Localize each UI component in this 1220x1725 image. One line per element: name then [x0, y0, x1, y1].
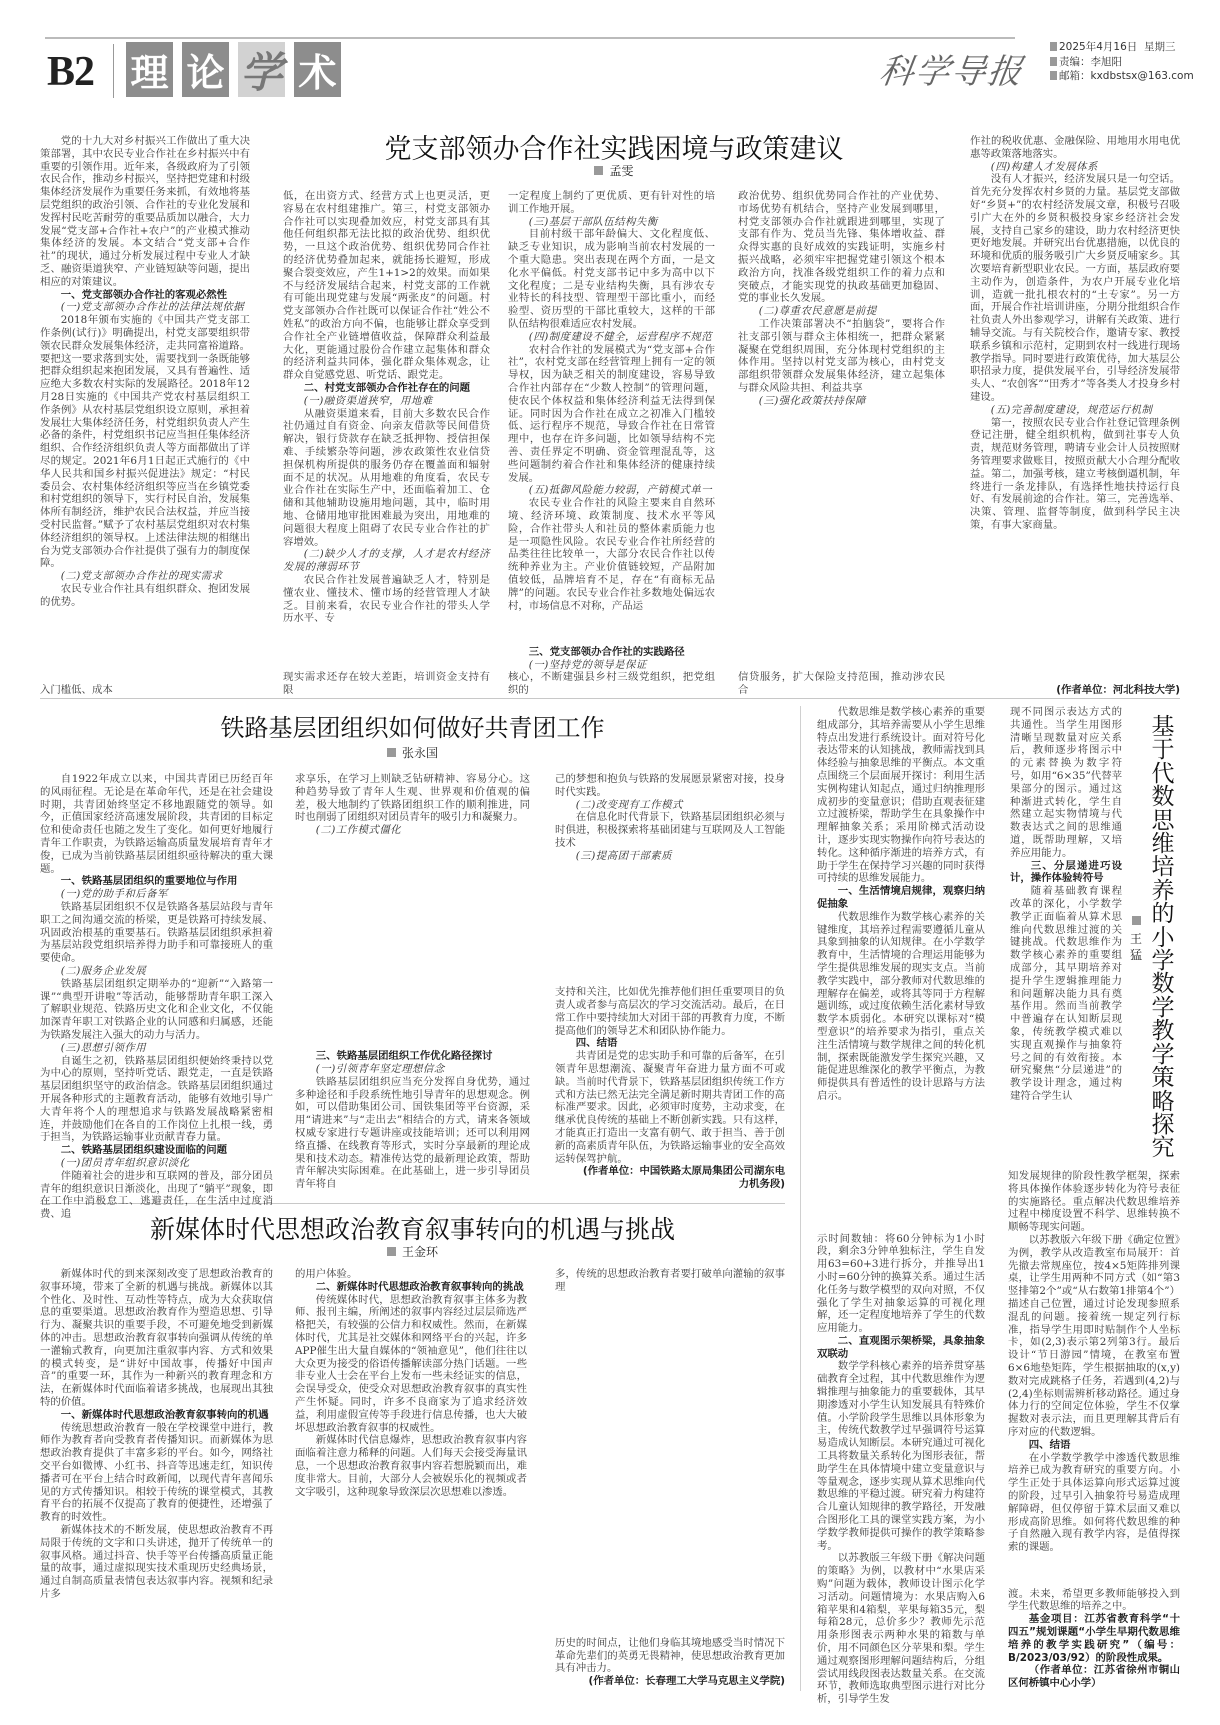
author-affiliation: （作者单位：江苏省徐州市铜山区何桥镇中心小学）: [1008, 1664, 1180, 1690]
section-title-char-1: 理: [126, 42, 173, 97]
paragraph: 己的梦想和抱负与铁路的发展愿景紧密对接，投身时代实践。: [555, 773, 785, 798]
square-bullet-icon: [594, 166, 603, 175]
subsection-heading: (一)坚持党的领导是保证: [528, 658, 647, 671]
paragraph: 共青团是党的忠实助手和可靠的后备军，在引领青年思想潮流、凝聚青年奋进力量方面不可或缺。当前时代背景下，铁路基层团组织传统工作方式和方法已然无法完全满足新时期共青团工作的高标准严要求。因此，必须审时度势，主动求变，在继承优良传统的基础上不断创新实践。只有这样，才能真正打造出一支富有朝气、敢于担当、善于创新的高素质青年队伍，为铁路运输事业的安全高效运转保驾护航。: [555, 1050, 785, 1165]
column-head: [555, 1268, 785, 1294]
square-bullet-icon: [387, 748, 396, 757]
column-foot: [508, 646, 715, 697]
square-bullet-icon: [1050, 42, 1057, 51]
article-column: [970, 135, 1180, 697]
subsection-heading: (一)党的助手和后备军: [60, 888, 168, 901]
column-head: [40, 773, 273, 1221]
section-heading: 一、党支部领办合作社的客观必然性: [60, 288, 228, 301]
masthead-info: [1050, 40, 1194, 84]
article-column: [283, 190, 490, 697]
article-author: 王猛: [1129, 932, 1142, 962]
article-title: 新媒体时代思想政治教育叙事转向的机遇与挑战: [149, 1215, 675, 1244]
subsection-heading: (五)抵御风险能力较弱，产销模式单一: [528, 484, 713, 497]
subsection-heading: (三)基层干部队伍结构失衡: [528, 215, 658, 228]
article-title: 党支部领办合作社实践困境与政策建议: [384, 134, 844, 165]
column-head: [283, 190, 490, 625]
column-foot: [555, 986, 785, 1191]
section-title-char-2: 论: [182, 42, 229, 97]
article-title: 铁路基层团组织如何做好共青团工作: [220, 714, 605, 742]
paragraph: 知发展规律的阶段性教学框架，探索将具体操作体验逐步转化为符号表征的实施路径。重点解决代数思维培养过程中梯度设置不科学、思维转换不顺畅等现实问题。: [1008, 1170, 1180, 1234]
column-head: [40, 1268, 273, 1601]
subsection-heading: (二)尊重农民意愿是前提: [758, 305, 877, 318]
paragraph: 铁路基层团组织不仅是铁路各基层站段与青年职工之间沟通交流的桥梁，更是铁路可持续发展、巩固政治根基的重要基石。铁路基层团组织承担着为基层站段党组织培养得力助手和可靠接班人的重要使命。: [40, 900, 273, 965]
column-head: [970, 135, 1180, 532]
paragraph: 求享乐，在学习上则缺乏钻研精神、容易分心。这种趋势导致了青年人生观、世界观和价值观的偏差，极大地制约了铁路团组织工作的顺利推进，同时也削弱了团组织对团员青年的吸引力和凝聚力。: [295, 773, 530, 824]
paragraph: 在小学数学教学中渗透代数思维培养已成为教育研究的重要方向。小学生正处于具体运算向形式运算过渡的阶段，过早引入抽象符号易造成理解障碍，但仅停留于算术层面又难以形成高阶思维。如何将代数思维的种子自然融入现有教学内容，是值得探索的课题。: [1008, 1451, 1180, 1554]
article-author: 王金环: [401, 1245, 438, 1259]
column-head: [1008, 1170, 1180, 1554]
paragraph: 没有人才振兴，经济发展只是一句空话。首先充分发挥农村乡贤的力量。基层党支部做好“乡贤+”的农村经济发展文章，积极号召吸引广大在外的乡贤积极投身家乡经济社会发展，支持自己家乡的建设，助力农村经济更快更好地发展。并研究出台优惠措施，以优良的环境和优质的服务吸引广大乡贤反哺家乡。其次要培育新型职业农民。一方面，基层政府要主动作为，创造条件，为农户开展专业化培训，造就一批扎根农村的“土专家”。另一方面，开展合作社培训讲座，分期分批组织合作社负责人外出参观学习，讲解有关政策、进行辅导交流。与有关院校合作，邀请专家、教授联系乡镇和示范村，定期到农村一线进行现场教学指导。同时要进行政策优待，加大基层公职招录力度，提供发展平台，引导经济发展带头人、“农创客”“田秀才”等各类人才投身乡村建设。: [970, 173, 1180, 403]
square-bullet-icon: [387, 1247, 396, 1256]
paragraph: 农民合作社发展普遍缺乏人才，特别是懂农业、懂技术、懂市场的经营管理人才缺乏。目前来看，农民专业合作社的带头人学历水平、专: [283, 573, 490, 625]
column-head: [555, 773, 785, 863]
paragraph: 现不同图示表达方式的共通性。当学生用图形清晰呈现数量对应关系后，教师逐步将图示中的元素替换为数字符号，如用“6×35”代替苹果部分的图示。通过这种渐进式转化，学生自然建立起实物情境与代数表达式之间的思维通道，既帮助理解，又培养应用能力。: [1010, 706, 1122, 859]
article-column: [40, 1268, 273, 1688]
paragraph: 信贷服务，扩大保险支持范围，推动涉农民合: [738, 671, 945, 697]
paragraph: 渡。未来，希望更多教师能够投入到学生代数思维的培养之中。: [1008, 1587, 1180, 1613]
section-heading: 三、铁路基层团组织工作优化路径探讨: [315, 1050, 493, 1063]
subsection-heading: (三)强化政策扶持保障: [758, 394, 866, 407]
author-affiliation: (作者单位：河北科技大学): [1056, 684, 1180, 697]
section-divider: [113, 44, 114, 98]
section-heading: 四、结语: [575, 1037, 618, 1050]
article-byline: [283, 162, 945, 179]
subsection-heading: (二)改变现有工作模式: [575, 798, 683, 811]
article-byline: [40, 744, 785, 761]
column-divider: [800, 706, 801, 1691]
paragraph: 伴随着社会的进步和互联网的普及，部分团员青年的组织意识日渐淡化，出现了“躺平”现象，即在工作中消极怠工、逃避责任，在生活中过度消费、追: [40, 1169, 273, 1221]
paragraph: 随着基础教育课程改革的深化，小学数学教学正面临着从算术思维向代数思维过渡的关键挑战。代数思维作为数学核心素养的重要组成部分，其早期培养对提升学生逻辑推理能力和问题解决能力具有奠基作用。然而当前教学中普遍存在认知断层现象，传统教学模式难以实现直观操作与抽象符号之间的有效衔接。本研究聚焦“分层递进”的教学设计理念，通过构建符合学生认: [1010, 885, 1122, 1102]
subsection-heading: (二)工作模式僵化: [315, 824, 402, 837]
section-heading: 二、直观图示架桥梁，具象抽象双联动: [817, 1334, 985, 1360]
section-title-char-4: 术: [294, 42, 341, 97]
subsection-heading: (一)党支部领办合作社的法律法规依据: [60, 301, 245, 314]
paragraph: 工作决策部署决不“拍脑袋”，要将合作社支部引领与群众主体相统一，把群众紧紧凝聚在党组织周围，充分体现村党组织的主体作用。坚持以村党支部为核心，由村党支部组织带领群众发展集体经济，建立起集体与群众风险共担、利益共享: [738, 317, 945, 394]
paragraph: 新媒体技术的不断发展，使思想政治教育不再局限于传统的文字和口头讲述，抛开了传统单一的叙事风格。通过抖音、快手等平台传播高质量正能量的故事，通过虚拟现实技术重现历史经典场景，通过自制高质量表情包表达叙事内容。视频和纪录片多: [40, 1523, 273, 1600]
editor: 责编：李旭阳: [1059, 55, 1122, 68]
issue-weekday: 星期三: [1143, 41, 1176, 53]
subsection-heading: (四)构建人才发展体系: [990, 160, 1098, 173]
author-affiliation: (作者单位：长春理工大学马克思主义学院): [588, 1675, 785, 1688]
subsection-heading: (三)提高团干部素质: [575, 849, 673, 862]
article-byline: [40, 1243, 785, 1260]
article-divider: [40, 698, 1180, 699]
subsection-heading: (五)完善制度建设，规范运行机制: [990, 403, 1153, 416]
paragraph: 政治优势、组织优势同合作社的产业优势、市场优势有机结合，坚持产业发展到哪里，村党支部领办合作社就跟进到哪里，实现了支部有作为、党员当先锋、集体增收益、群众得实惠的良好成效的实践证明，实施乡村振兴战略，必须牢牢把握党建引领这个根本政治方向，找准各级党组织工作的着力点和突破点，才能实现党的执政基础更加稳固、党的事业长久发展。: [738, 190, 945, 305]
paragraph: 作社的税收优惠、金融保险、用地用水用电优惠等政策落地落实。: [970, 135, 1180, 160]
paragraph: 铁路基层团组织应当充分发挥自身优势，通过多种途径和手段系统性地引导青年的思想观念。例如，可以借助集团公司、国铁集团等平台资源，采用“请进来”与“走出去”相结合的方式，请来各领域权威专家进行专题讲座或技能培训；还可以利用网络直播、在线教育等形式，实时分享最新的理论成果和技术动态。精准传达党的最新理论政策，帮助青年解决实际困难。在此基础上，进一步引导团员青年将自: [295, 1075, 530, 1191]
subsection-heading: (二)党支部领办合作社的现实需求: [60, 570, 223, 583]
column-foot: [295, 1050, 530, 1191]
header-rule: [45, 37, 1015, 39]
column-head: [817, 706, 985, 1103]
article-column: [40, 135, 250, 697]
article-column: [508, 190, 715, 697]
column-head: [738, 190, 945, 408]
paragraph: 铁路基层团组织定期举办的“迎新”“入路第一课”“典型开讲啦”等活动，能够帮助青年职工深入了解职业规范、铁路历史文化和企业文化，不仅能加深青年职工对铁路企业的认同感和归属感，还能为铁路发展注入强大的动力与活力。: [40, 977, 273, 1041]
paragraph: 数学学科核心素养的培养贯穿基础教育全过程，其中代数思维作为逻辑推理与抽象能力的重要载体，其早期渗透对小学生认知发展具有特殊价值。小学阶段学生思维以具体形象为主，传统代数教学过早强调符号运算易造成认知断层。本研究通过可视化工具将数量关系转化为图形表征，帮助学生在具体情境中建立变量意识与等量观念，逐步实现从算术思维向代数思维的平稳过渡。研究着力构建符合儿童认知规律的教学路径，开发融合图形化工具的课堂实践方案，为小学数学教师提供可操作的教学策略参考。: [817, 1360, 985, 1552]
section-title-char-3: 学: [238, 42, 285, 97]
paragraph: 代数思维是数学核心素养的重要组成部分，其培养需要从小学生思维特点出发进行系统设计。面对符号化表达带来的认知挑战，教师需找到具体经验与抽象思维的平衡点。本文重点围绕三个层面展开探讨：利用生活实例构建认知起点，通过归纳推理形成初步的变量意识；借助直观表征建立过渡桥梁，帮助学生在具象操作中理解抽象关系；采用阶梯式活动设计，逐步实现实物操作向符号表达的转化。这种循序渐进的培养方式，有助于学生在保持学习兴趣的同时获得可持续的思维发展能力。: [817, 706, 985, 885]
paragraph: 从融资渠道来看，目前大多数农民合作社仍通过自有资金、向亲友借款等民间借贷解决，银行贷款存在缺乏抵押物、授信担保难、手续繁杂等问题，涉农政策性农业信贷担保机构所提供的服务仍存在覆盖面和辐射面不足的状况。从用地难的角度看，农民专业合作社在实际生产中，还面临着加工、仓储和其他辅助设施用地问题，其中，临时用地、仓储用地审批困难最为突出，用地难的问题很大程度上阻碍了农民专业合作社的扩容增效。: [283, 407, 490, 548]
subsection-heading: (二)服务企业发展: [60, 964, 147, 977]
paragraph: 2018年颁布实施的《中国共产党支部工作条例(试行)》明确提出，村党支部要组织带领农民群众发展集体经济，走共同富裕道路。要把这一要求落到实处，需要找到一条既能够把群众组织起来抱团发展，又具有普遍性、适应绝大多数农村实际的发展路径。2018年12月28日实施的《中国共产党农村基层组织工作条例》从农村基层党组织设立原则，承担着发展壮大集体经济任务，村党组织负责人产生必备的条件，村党组织书记应当担任集体经济组织、合作经济组织负责人等方面都做出了详尽的规定。2021年6月1日起正式施行的《中华人民共和国乡村振兴促进法》规定：“村民委员会、农村集体经济组织等应当在乡镇党委和村党组织的领导下，实行村民自治，发展集体所有制经济，维护农民合法权益，并应当接受村民监督。”赋予了农村基层党组织对农村集体经济组织的领导权。上述法律法规的相继出台为党支部领办合作社提供了强有力的制度保障。: [40, 314, 250, 570]
paragraph: 农民专业合作社的风险主要来自自然环境、经济环境、政策制度、技术水平等风险，合作社带头人和社员的整体素质能力也是一项隐性风险。农民专业合作社所经营的品类往往比较单一，大部分农民合作社以传统种养业为主。产业价值链较短，产品附加值较低，品牌培育不足，存在“有商标无品牌”的问题。农民专业合作社多数地处偏远农村，市场信息不对称，产品运: [508, 497, 715, 612]
article-column: [738, 190, 945, 697]
paragraph: 以苏教版六年级下册《确定位置》为例，教学从改造教室布局展开：首先撤去常规座位，按4×5矩阵排列课桌，让学生用两种不同方式（如“第3竖排第2个”或“从右数第1排第4个”）描述自己位置，通过讨论发现参照系混乱的问题。接着统一规定列行标准，指导学生用即时贴制作个人坐标卡，如(2,3)表示第2列第3行。最后设计“节日游园”情境，在教室布置6×6地垫矩阵，学生根据抽取的(x,y)数对完成跳格子任务，若遇到(4,2)与(2,4)坐标则需辨析移动路径。通过身体力行的空间定位体验，学生不仅掌握数对表示法，而且更理解其背后有序对应的代数逻辑。: [1008, 1233, 1180, 1438]
section-heading: 一、生活情境启规律，观察归纳促抽象: [817, 885, 985, 910]
article-column: [40, 773, 273, 1221]
paragraph: 党的十九大对乡村振兴工作做出了重大决策部署，其中农民专业合作社在乡村振兴中有重要的引领作用。近年来，各级政府为了引领农民合作，推动乡村振兴，坚持把党建和村级集体经济发展作为重要任务来抓，有效地将基层党组织的政治引领、合作社的专业化发展和发挥村民吃苦耐劳的重要品质加以融合，大力发展“党支部+合作社+农户”的产业模式推动集体经济的发展。本文结合“党支部+合作社”的现状，通过分析发展过程中专业人才缺乏、融资渠道狭窄、产业链短缺等问题，提出相应的对策建议。: [40, 135, 250, 288]
paragraph: 示时间数轴：将60分钟标为1小时段，剩余3分钟单独标注，学生自发用63=60+3进行拆分，并推导出1小时=60分钟的换算关系。通过生活化任务与数学模型的双向对照，不仅强化了学生对抽象运算的可视化理解，还一定程度地培养了学生的代数应用能力。: [817, 1232, 985, 1335]
column-head: [295, 1268, 527, 1498]
subsection-heading: (一)引领青年坚定理想信念: [315, 1063, 445, 1076]
issue-date-line: [1050, 40, 1194, 55]
section-heading: 一、铁路基层团组织的重要地位与作用: [60, 875, 238, 888]
subsection-heading: (二)缺少人才的支撑，人才是农村经济发展的薄弱环节: [283, 548, 490, 574]
article-column: [295, 1268, 527, 1688]
email-line: [1050, 69, 1194, 84]
article-title-vertical: 基于代数思维培养的小学数学教学策略探究: [1151, 714, 1175, 1162]
square-bullet-icon: [1132, 916, 1141, 925]
paragraph: 代数思维作为数学核心素养的关键维度，其培养过程需要遵循儿童从具象到抽象的认知规律。在小学数学教育中，生活情境的合理运用能够为学生提供思维发展的现实支点。当前教学实践中，部分教师对代数思维的理解存在偏差，或将其等同于方程解题训练，或过度依赖生活化素材导致数学本质弱化。本研究以课标对“模型意识”的培养要求为指引，重点关注生活情境与数学规律之间的转化机制，探索既能激发学生探究兴趣，又能促进思维深化的教学平衡点，为教师提供具有普适性的设计思路与方法启示。: [817, 910, 985, 1102]
column-head: [40, 135, 250, 608]
paragraph: 目前村级干部年龄偏大、文化程度低、缺乏专业知识，成为影响当前农村发展的一个重大隐患。突出表现在两个方面，一是文化水平偏低。村党支部书记中多为高中以下文化程度；二是专业结构失衡，具有涉农专业特长的科技型、管理型干部比重小，而经验型、资历型的干部比重较大，这样的干部队伍结构很难适应农村发展。: [508, 228, 715, 330]
article-column: [1010, 706, 1122, 1168]
section-heading: 二、铁路基层团组织建设面临的问题: [60, 1144, 228, 1157]
paragraph: 自诞生之初，铁路基层团组织便始终秉持以党为中心的原则，坚持听党话、跟党走，一直是铁路基层团组织坚守的政治信念。铁路基层团组织通过开展各种形式的主题教育活动，能够有效地引导广大青年将个人的理想追求与铁路发展战略紧密相连，并鼓励他们在各自的工作岗位上扎根一线，勇于担当，为铁路运输事业贡献青春力量。: [40, 1054, 273, 1144]
paragraph: 农村合作社的发展模式为“党支部+合作社”，农村党支部在经营管理上拥有一定的领导权，因为缺乏相关的制度建设，容易导致合作社内部存在“少数人控制”的管理问题，使农民个体权益和集体经济利益无法得到保证。同时因为合作社在成立之初准入门槛较低、运行程序不规范，导致合作社在日常管理中，也存在许多问题，比如领导结构不完善、责任界定不明确、资金管理混乱等，这些问题制约着合作社和集体经济的健康持续发展。: [508, 343, 715, 484]
paragraph: 低，在出资方式、经营方式上也更灵活，更容易在农村组建推广。第三，村党支部领办合作社可以实现叠加效应，村党支部具有其他任何组织都无法比拟的政治优势、组织优势，一旦这个政治优势、组织优势同合作社的经济优势叠加起来，就能扬长避短，形成聚合裂变效应，产生1+1>2的效果。而如果不与经济发展结合起来，村党支部的工作就有可能出现党建与发展“两张皮”的问题。村党支部领办合作社既可以保证合作社“姓公不姓私”的政治方向不偏，也能够让群众享受到合作社全产业链增值收益，保障群众利益最大化，更能通过股份合作建立起集体和群众的经济利益共同体，强化群众集体观念，让群众自觉感党恩、听党话、跟党走。: [283, 190, 490, 382]
subsection-heading: (一)团员青年组织意识淡化: [60, 1156, 190, 1169]
column-foot: [970, 684, 1180, 697]
paragraph: 入门槛低、成本: [40, 684, 113, 697]
section-heading: 一、新媒体时代思想政治教育叙事转向的机遇: [60, 1408, 269, 1421]
paragraph: 以苏教版三年级下册《解决问题的策略》为例，以教材中“水果店采购”问题为载体，教师设计图示化学习活动。问题情境为：水果店购入6箱苹果和4箱梨，苹果每箱35元，梨每箱28元，总价多少？教师先示范用条形图表示两种水果的箱数与单价，用不同颜色区分苹果和梨。学生通过观察图形理解问题结构后，分组尝试用线段图表达数量关系。在交流环节，教师选取典型图示进行对比分析，引导学生发: [817, 1552, 985, 1706]
paragraph: 一定程度上制约了更优质、更有针对性的培训工作地开展。: [508, 190, 715, 215]
editor-line: [1050, 55, 1194, 70]
article-column: [817, 706, 985, 1706]
article-column: [1008, 1170, 1180, 1690]
paragraph: 第一，按照农民专业合作社登记管理条例登记注册，健全组织机构，做到社事专人负责，规范财务管理，聘请专业会计人员按照财务管理要求做账目，按照贡献大小合理分配收益。第二，加强考核，建立考核倒逼机制，年终进行一条龙排队，有选择性地扶持运行良好、有发展前途的合作社。第三，完善选举、决策、管理、监督等制度，做到科学民主决策，有事大家商量。: [970, 416, 1180, 531]
paragraph: 传统思想政治教育一般在学校课堂中进行，教师作为教育者向受教育者传播知识。而新媒体为思想政治教育提供了丰富多彩的平台。如今，网络社交平台如微博、小红书、抖音等迅速走红，知识传播者可在平台上结合时政新闻，以现代青年喜闻乐见的方式传播知识。相较于传统的课堂模式，其教育平台的拓展不仅提高了教育的便捷性，还增强了教育的时效性。: [40, 1421, 273, 1524]
square-bullet-icon: [1050, 71, 1057, 80]
section-heading: 三、党支部领办合作社的实践路径: [528, 645, 685, 658]
issue-date: 2025年4月16日: [1059, 41, 1138, 53]
paragraph: 在信息化时代背景下，铁路基层团组织必须与时俱进，积极探索将基础团建与互联网及人工智能技术: [555, 811, 785, 849]
page-section-code: B2: [47, 49, 95, 95]
fund-note: 基金项目：江苏省教育科学“十四五”规划课题“小学生早期代数思维培养的教学实践研究”（编号：B/2023/03/92）的阶段性成果。: [1008, 1613, 1180, 1664]
paragraph: 的用户体验。: [295, 1268, 358, 1280]
square-bullet-icon: [1050, 57, 1057, 66]
column-foot: [283, 671, 490, 697]
article-column: [295, 773, 530, 1191]
paragraph: 自1922年成立以来，中国共青团已历经百年的风雨征程。无论是在革命年代，还是在社会建设时期，共青团始终坚定不移地跟随党的领导。如今，正值国家经济高速发展阶段，共青团的目标定位和使命责任也随之发生了变化。如何更好地履行青年工作职责，为铁路运输高质量发展培育青年才俊，已成为当前铁路基层团组织亟待解决的重大课题。: [40, 773, 273, 875]
column-foot: [555, 1637, 785, 1688]
paragraph: 支持和关注，比如优先推荐他们担任重要项目的负责人或者参与高层次的学习交流活动。最后，在日常工作中要持续加大对团干部的再教育力度，不断提高他们的领导艺术和团队协作能力。: [555, 986, 785, 1037]
column-foot: [40, 684, 250, 697]
article-byline: [1128, 916, 1144, 963]
paragraph: 新媒体时代的到来深刻改变了思想政治教育的叙事环境，带来了全新的机遇与挑战。新媒体以其个性化、及时性、互动性等特点，成为大众获取信息的重要渠道。思想政治教育作为塑造思想、引导行为、凝聚共识的重要手段，不可避免地受到新媒体的冲击。思想政治教育叙事转向强调从传统的单一灌输式教育，向更加注重叙事内容、方式和效果的模式转变，是“讲好中国故事，传播好中国声音”的重要一环，其作为一种新兴的教育理念和方法，在新媒体时代面临着诸多挑战，也展现出其独特的价值。: [40, 1268, 273, 1408]
column-head: [295, 773, 530, 837]
article-column: [555, 1268, 785, 1688]
section-heading: 三、分层递进巧设计，操作体验转符号: [1010, 859, 1122, 885]
author-affiliation: (作者单位：中国铁路太原局集团公司湖东电力机务段): [582, 1165, 785, 1191]
column-foot: [817, 1233, 985, 1706]
section-heading: 二、村党支部领办合作社存在的问题: [303, 381, 471, 394]
subsection-heading: (三)思想引领作用: [60, 1041, 147, 1054]
paragraph: 现实需求还存在较大差距，培训资金支持有限: [283, 671, 490, 697]
section-heading: 四、结语: [1028, 1438, 1071, 1451]
subsection-heading: (四)制度建设不健全，运营程序不规范: [528, 330, 713, 343]
column-head: [1010, 706, 1122, 1103]
section-heading: 二、新媒体时代思想政治教育叙事转向的挑战: [315, 1280, 524, 1293]
subsection-heading: (一)融资渠道狭窄，用地难: [303, 394, 433, 407]
column-foot: [1008, 1588, 1180, 1690]
article-column: [555, 773, 785, 1191]
column-foot: [738, 671, 945, 697]
newspaper-logo: 科学导报: [876, 52, 1027, 92]
article-author: 张永国: [401, 746, 438, 760]
paragraph: 历史的时间点，让他们身临其境地感受当时情况下革命先辈们的英勇无畏精神，使思想政治教育更加具有冲击力。: [555, 1636, 785, 1675]
editor-email: 邮箱：kxdbstsx@163.com: [1059, 70, 1194, 82]
paragraph: 多，传统的思想政治教育者要打破单向灌输的叙事理: [555, 1268, 785, 1293]
paragraph: 农民专业合作社具有组织群众、抱团发展的优势。: [40, 582, 250, 608]
paragraph: 传统媒体时代，思想政治教育叙事主体多为教师、报刊主编，所阐述的叙事内容经过层层筛选严格把关，有较强的公信力和权威性。然而，在新媒体时代，尤其是社交媒体和网络平台的兴起，许多APP催生出大量自媒体的“领袖意见”，他们往往以大众更为接受的俗语传播解读部分热门话题。一些非专业人士会在平台上发布一些未经证实的信息，会误导受众，使受众对思想政治教育叙事的真实性产生怀疑。同时，许多不良商家为了追求经济效益，利用虚假宣传等手段进行信息传播，也大大破坏思想政治教育叙事的权威性。: [295, 1293, 527, 1434]
article-author: 孟雯: [609, 164, 634, 178]
paragraph: 新媒体时代信息爆炸，思想政治教育叙事内容面临着注意力稀释的问题。人们每天会接受海量讯息，一个思想政治教育叙事内容若想脱颖而出，难度非常大。目前，大部分人会被娱乐化的视频或者文字吸引，这种现象导致深层次思想难以渗透。: [295, 1434, 527, 1498]
paragraph: 核心，不断建强县乡村三级党组织，把党组织的: [508, 671, 715, 697]
column-head: [508, 190, 715, 612]
